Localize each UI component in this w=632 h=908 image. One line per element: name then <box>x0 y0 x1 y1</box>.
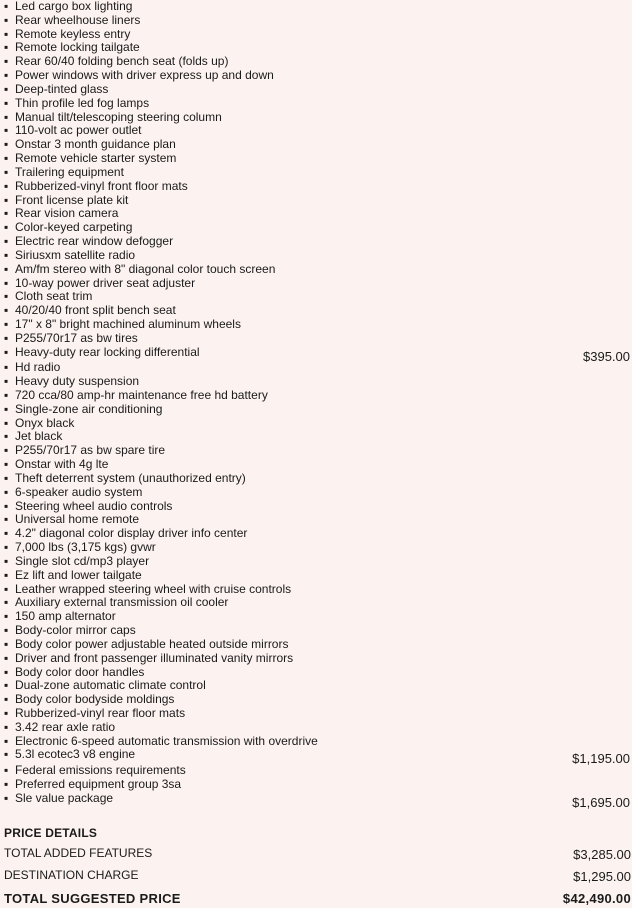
feature-label: 3.42 rear axle ratio <box>15 719 116 734</box>
bullet-icon: ▪ <box>4 151 9 166</box>
bullet-icon: ▪ <box>4 123 9 138</box>
bullet-icon: ▪ <box>4 415 9 430</box>
feature-label: Body color power adjustable heated outside mirrors <box>15 636 289 651</box>
feature-item <box>4 778 630 792</box>
feature-label: Jet black <box>15 429 63 444</box>
bullet-icon: ▪ <box>4 330 9 345</box>
feature-label: Auxiliary external transmission oil cooler <box>15 595 229 610</box>
feature-item <box>4 361 630 375</box>
feature-item <box>4 41 630 55</box>
feature-item <box>4 207 630 221</box>
feature-label: Color-keyed carpeting <box>15 220 133 235</box>
bullet-icon: ▪ <box>4 609 9 624</box>
bullet-icon: ▪ <box>4 109 9 124</box>
bullet-icon: ▪ <box>4 26 9 41</box>
feature-label: Rear 60/40 folding bench seat (folds up) <box>15 54 229 69</box>
feature-item <box>4 403 630 417</box>
feature-label: Remote vehicle starter system <box>15 151 177 166</box>
feature-label: Sle value package <box>15 790 114 805</box>
feature-label: Universal home remote <box>15 512 140 527</box>
feature-item <box>4 610 630 624</box>
feature-label: Electronic 6-speed automatic transmission with overdrive <box>15 733 318 748</box>
destination-charge-value: $1,295.00 <box>573 869 631 884</box>
bullet-icon: ▪ <box>4 261 9 276</box>
feature-item <box>4 69 630 83</box>
feature-item <box>4 500 630 514</box>
feature-item <box>4 180 630 194</box>
bullet-icon: ▪ <box>4 595 9 610</box>
bullet-icon: ▪ <box>4 763 9 778</box>
feature-item <box>4 277 630 291</box>
feature-item <box>4 693 630 707</box>
feature-item <box>4 249 630 263</box>
feature-item <box>4 111 630 125</box>
feature-item <box>4 679 630 693</box>
bullet-icon: ▪ <box>4 289 9 304</box>
feature-label: 6-speaker audio system <box>15 484 143 499</box>
bullet-icon: ▪ <box>4 360 9 375</box>
feature-item <box>4 541 630 555</box>
bullet-icon: ▪ <box>4 95 9 110</box>
feature-label: Siriusxm satellite radio <box>15 247 136 262</box>
feature-label: P255/70r17 as bw spare tire <box>15 443 166 458</box>
bullet-icon: ▪ <box>4 733 9 748</box>
bullet-icon: ▪ <box>4 164 9 179</box>
feature-item <box>4 583 630 597</box>
feature-item <box>4 430 630 444</box>
feature-label: Leather wrapped steering wheel with cruise controls <box>15 581 292 596</box>
bullet-icon: ▪ <box>4 692 9 707</box>
bullet-icon: ▪ <box>4 192 9 207</box>
feature-label: Remote keyless entry <box>15 26 131 41</box>
feature-item <box>4 166 630 180</box>
feature-item <box>4 764 630 778</box>
destination-charge-label: DESTINATION CHARGE <box>4 868 139 882</box>
feature-label: Onstar with 4g lte <box>15 457 109 472</box>
feature-label: Cloth seat trim <box>15 289 93 304</box>
feature-item <box>4 332 630 346</box>
feature-label: Single slot cd/mp3 player <box>15 553 150 568</box>
feature-item <box>4 290 630 304</box>
total-added-features-label: TOTAL ADDED FEATURES <box>4 846 153 860</box>
feature-label: Dual-zone automatic climate control <box>15 678 206 693</box>
bullet-icon: ▪ <box>4 719 9 734</box>
feature-label: Onstar 3 month guidance plan <box>15 137 176 152</box>
bullet-icon: ▪ <box>4 790 9 805</box>
feature-label: Heavy-duty rear locking differential <box>15 344 200 359</box>
bullet-icon: ▪ <box>4 706 9 720</box>
feature-label: Electric rear window defogger <box>15 234 174 249</box>
feature-item <box>4 596 630 610</box>
feature-label: Am/fm stereo with 8" diagonal color touch screen <box>15 261 276 276</box>
feature-label: Led cargo box lighting <box>15 0 133 13</box>
price-details-heading: PRICE DETAILS <box>4 826 98 840</box>
feature-item <box>4 0 630 14</box>
bullet-icon: ▪ <box>4 68 9 83</box>
bullet-icon: ▪ <box>4 567 9 582</box>
bullet-icon: ▪ <box>4 512 9 527</box>
feature-label: Ez lift and lower tailgate <box>15 567 142 582</box>
bullet-icon: ▪ <box>4 457 9 472</box>
feature-item <box>4 486 630 500</box>
feature-item <box>4 792 630 808</box>
feature-item <box>4 652 630 666</box>
feature-item <box>4 346 630 362</box>
feature-item <box>4 569 630 583</box>
feature-label: Body color door handles <box>15 664 145 679</box>
feature-item <box>4 318 630 332</box>
feature-item <box>4 638 630 652</box>
feature-item <box>4 417 630 431</box>
feature-label: 40/20/40 front split bench seat <box>15 303 176 318</box>
feature-label: Hd radio <box>15 360 61 375</box>
bullet-icon: ▪ <box>4 178 9 193</box>
feature-label: Thin profile led fog lamps <box>15 95 150 110</box>
feature-label: 17" x 8" bright machined aluminum wheels <box>15 317 241 332</box>
feature-item <box>4 152 630 166</box>
bullet-icon: ▪ <box>4 581 9 596</box>
bullet-icon: ▪ <box>4 54 9 69</box>
feature-label: Theft deterrent system (unauthorized entry) <box>15 470 246 485</box>
bullet-icon: ▪ <box>4 137 9 152</box>
feature-item <box>4 707 630 721</box>
feature-item <box>4 735 630 749</box>
bullet-icon: ▪ <box>4 498 9 513</box>
feature-label: 150 amp alternator <box>15 609 116 624</box>
feature-label: Preferred equipment group 3sa <box>15 776 182 791</box>
bullet-icon: ▪ <box>4 247 9 262</box>
bullet-icon: ▪ <box>4 401 9 416</box>
bullet-icon: ▪ <box>4 650 9 665</box>
feature-label: Federal emissions requirements <box>15 763 186 778</box>
bullet-icon: ▪ <box>4 443 9 458</box>
bullet-icon: ▪ <box>4 747 9 762</box>
feature-item <box>4 527 630 541</box>
feature-item <box>4 194 630 208</box>
bullet-icon: ▪ <box>4 81 9 96</box>
bullet-icon: ▪ <box>4 220 9 235</box>
bullet-icon: ▪ <box>4 664 9 679</box>
total-suggested-price-label: TOTAL SUGGESTED PRICE <box>4 891 181 906</box>
feature-label: 4.2" diagonal color display driver info center <box>15 526 248 541</box>
feature-item <box>4 375 630 389</box>
bullet-icon: ▪ <box>4 429 9 444</box>
feature-item <box>4 624 630 638</box>
feature-label: 7,000 lbs (3,175 kgs) gvwr <box>15 540 156 555</box>
total-added-features-value: $3,285.00 <box>573 847 631 862</box>
feature-item <box>4 55 630 69</box>
feature-label: Rubberized-vinyl front floor mats <box>15 178 188 193</box>
bullet-icon: ▪ <box>4 553 9 568</box>
bullet-icon: ▪ <box>4 317 9 332</box>
bullet-icon: ▪ <box>4 526 9 541</box>
feature-label: 10-way power driver seat adjuster <box>15 275 196 290</box>
feature-list <box>4 0 630 810</box>
feature-item <box>4 444 630 458</box>
bullet-icon: ▪ <box>4 484 9 499</box>
feature-item <box>4 97 630 111</box>
feature-label: 110-volt ac power outlet <box>15 123 142 138</box>
feature-item <box>4 304 630 318</box>
feature-label: Rear wheelhouse liners <box>15 12 141 27</box>
bullet-icon: ▪ <box>4 636 9 651</box>
bullet-icon: ▪ <box>4 12 9 27</box>
feature-item <box>4 83 630 97</box>
feature-label: Power windows with driver express up and down <box>15 68 274 83</box>
feature-item <box>4 263 630 277</box>
bullet-icon: ▪ <box>4 234 9 249</box>
feature-label: Single-zone air conditioning <box>15 401 163 416</box>
bullet-icon: ▪ <box>4 623 9 638</box>
total-suggested-price-value: $42,490.00 <box>562 891 631 906</box>
feature-label: 720 cca/80 amp-hr maintenance free hd battery <box>15 387 268 402</box>
feature-label: Trailering equipment <box>15 164 124 179</box>
feature-price: $1,695.00 <box>572 794 630 810</box>
feature-label: Steering wheel audio controls <box>15 498 173 513</box>
feature-label: Rear vision camera <box>15 206 119 221</box>
feature-price: $395.00 <box>583 348 630 364</box>
feature-price: $1,195.00 <box>572 751 630 767</box>
bullet-icon: ▪ <box>4 374 9 389</box>
feature-label: Heavy duty suspension <box>15 374 140 389</box>
feature-item <box>4 458 630 472</box>
bullet-icon: ▪ <box>4 275 9 290</box>
bullet-icon: ▪ <box>4 303 9 318</box>
feature-label: Remote locking tailgate <box>15 40 140 55</box>
bullet-icon: ▪ <box>4 40 9 55</box>
feature-item <box>4 666 630 680</box>
bullet-icon: ▪ <box>4 344 9 359</box>
bullet-icon: ▪ <box>4 387 9 402</box>
feature-item <box>4 472 630 486</box>
feature-label: Onyx black <box>15 415 75 430</box>
feature-label: 5.3l ecotec3 v8 engine <box>15 747 136 762</box>
feature-item <box>4 389 630 403</box>
feature-label: Rubberized-vinyl rear floor mats <box>15 706 186 720</box>
feature-label: P255/70r17 as bw tires <box>15 330 138 345</box>
bullet-icon: ▪ <box>4 678 9 693</box>
feature-item <box>4 14 630 28</box>
bullet-icon: ▪ <box>4 776 9 791</box>
feature-label: Front license plate kit <box>15 192 129 207</box>
feature-item <box>4 221 630 235</box>
feature-item <box>4 513 630 527</box>
feature-label: Driver and front passenger illuminated vanity mirrors <box>15 650 294 665</box>
feature-label: Manual tilt/telescoping steering column <box>15 109 222 124</box>
feature-label: Body-color mirror caps <box>15 623 136 638</box>
feature-item <box>4 235 630 249</box>
feature-item <box>4 28 630 42</box>
feature-label: Deep-tinted glass <box>15 81 109 96</box>
bullet-icon: ▪ <box>4 206 9 221</box>
feature-item <box>4 747 630 767</box>
bullet-icon: ▪ <box>4 470 9 485</box>
bullet-icon: ▪ <box>4 540 9 555</box>
feature-item <box>4 555 630 569</box>
feature-item <box>4 721 630 735</box>
feature-item <box>4 124 630 138</box>
bullet-icon: ▪ <box>4 0 9 13</box>
feature-label: Body color bodyside moldings <box>15 692 175 707</box>
feature-item <box>4 138 630 152</box>
